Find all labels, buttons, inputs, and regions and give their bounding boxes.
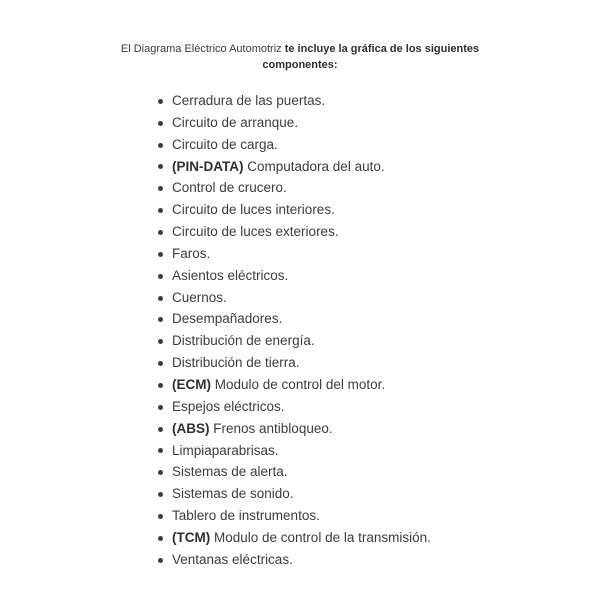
list-item (158, 483, 431, 505)
bullet-icon (158, 274, 163, 279)
list-item (158, 156, 431, 178)
item-text: Frenos antibloqueo. (213, 420, 333, 436)
item-text: Circuito de carga. (172, 136, 278, 152)
list-item (158, 308, 431, 330)
bullet-icon (158, 252, 163, 257)
bullet-icon (158, 339, 163, 344)
components-list (158, 90, 431, 571)
bullet-icon (158, 317, 163, 322)
item-code: (ECM) (172, 376, 211, 392)
bullet-icon (158, 361, 163, 366)
item-text: Cerradura de las puertas. (172, 93, 326, 108)
list-item (158, 287, 431, 309)
intro-paragraph (100, 41, 500, 73)
item-text: Computadora del auto. (247, 158, 385, 174)
list-item (158, 374, 431, 396)
list-item (158, 243, 431, 265)
item-code: (TCM) (172, 529, 211, 545)
item-text: Tablero de instrumentos. (172, 508, 320, 524)
bullet-icon (158, 405, 163, 410)
list-item (158, 505, 431, 527)
item-text: Modulo de control de la transmisión. (214, 529, 431, 545)
bullet-icon (158, 514, 163, 519)
item-text: Circuito de luces exteriores. (172, 224, 339, 240)
list-item (158, 134, 431, 156)
intro-plain-text: El Diagrama Eléctrico Automotriz (120, 43, 282, 55)
item-text: Distribución de energía. (172, 333, 315, 349)
item-code: (ABS) (172, 420, 210, 436)
item-text: Asientos eléctricos. (172, 267, 289, 283)
list-item (158, 396, 431, 418)
list-item (158, 265, 431, 287)
list-item (158, 221, 431, 243)
list-item (158, 418, 431, 440)
item-text: Control de crucero. (172, 180, 287, 196)
item-code: (PIN-DATA) (172, 158, 244, 174)
list-item (158, 330, 431, 352)
list-item (158, 461, 431, 483)
item-text: Distribución de tierra. (172, 355, 300, 371)
intro-bold-text-line1: te incluye la gráfica de los siguientes (284, 43, 480, 55)
item-text: Espejos eléctricos. (172, 398, 285, 414)
bullet-icon (158, 164, 163, 169)
bullet-icon (158, 143, 163, 148)
bullet-icon (158, 558, 163, 563)
list-item (158, 549, 431, 571)
list-item (158, 112, 431, 134)
item-text: Modulo de control del motor. (214, 376, 386, 392)
item-text: Sistemas de sonido. (172, 486, 294, 502)
bullet-icon (158, 536, 163, 541)
item-text: Circuito de luces interiores. (172, 202, 335, 218)
bullet-icon (158, 186, 163, 191)
bullet-icon (158, 121, 163, 126)
bullet-icon (158, 296, 163, 301)
bullet-icon (158, 230, 163, 235)
bullet-icon (158, 383, 163, 388)
item-text: Sistemas de alerta. (172, 464, 288, 480)
list-item (158, 440, 431, 462)
list-item (158, 199, 431, 221)
bullet-icon (158, 492, 163, 497)
bullet-icon (158, 427, 163, 432)
list-item (158, 352, 431, 374)
item-text: Cuernos. (172, 289, 227, 305)
list-item (158, 177, 431, 199)
bullet-icon (158, 448, 163, 453)
intro-bold-text-line2: componentes: (262, 59, 338, 71)
list-item (158, 527, 431, 549)
list-item (158, 90, 431, 112)
item-text: Desempañadores. (172, 311, 283, 327)
bullet-icon (158, 470, 163, 475)
bullet-icon (158, 99, 163, 104)
item-text: Circuito de arranque. (172, 114, 299, 130)
item-text: Faros. (172, 245, 211, 261)
item-text: Limpiaparabrisas. (172, 442, 279, 458)
bullet-icon (158, 208, 163, 213)
item-text: Ventanas eléctricas. (172, 551, 293, 567)
